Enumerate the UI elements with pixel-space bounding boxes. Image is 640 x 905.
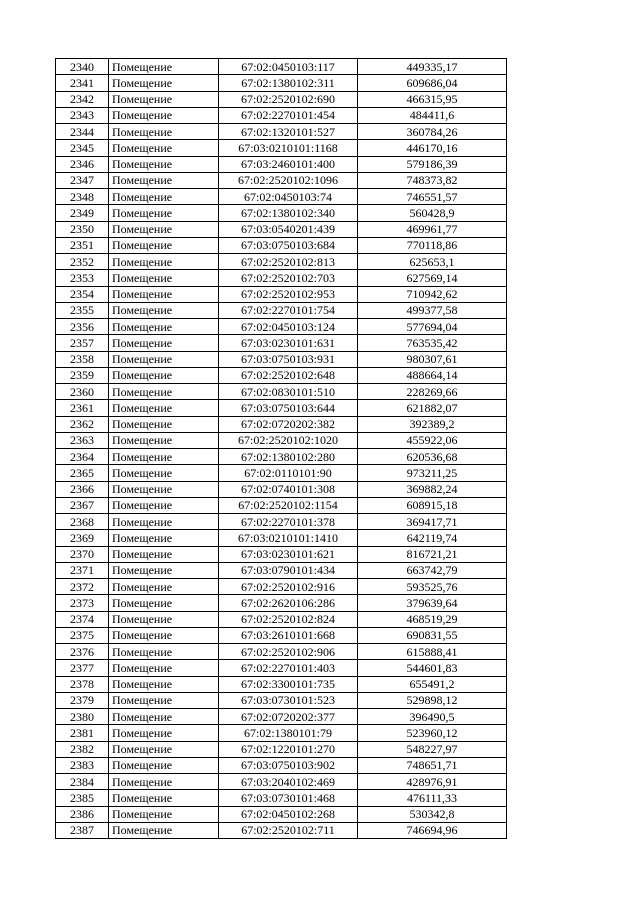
- object-type-cell: Помещение: [109, 676, 219, 692]
- object-type-cell: Помещение: [109, 465, 219, 481]
- object-type-cell: Помещение: [109, 319, 219, 335]
- table-row: [56, 124, 507, 140]
- cadastral-value-cell: 608915,18: [358, 497, 507, 513]
- object-type-cell: Помещение: [109, 237, 219, 253]
- table-row: [56, 514, 507, 530]
- object-type-cell: Помещение: [109, 481, 219, 497]
- cadastral-number-cell: 67:02:0450103:74: [219, 189, 358, 205]
- row-number-cell: 2357: [56, 335, 109, 351]
- cadastral-value-cell: 625653,1: [358, 254, 507, 270]
- cadastral-number-cell: 67:02:2520102:648: [219, 367, 358, 383]
- row-number-cell: 2387: [56, 822, 109, 838]
- table-row: [56, 481, 507, 497]
- cadastral-value-cell: 710942,62: [358, 286, 507, 302]
- row-number-cell: 2363: [56, 432, 109, 448]
- object-type-cell: Помещение: [109, 822, 219, 838]
- object-type-cell: Помещение: [109, 140, 219, 156]
- object-type-cell: Помещение: [109, 221, 219, 237]
- cadastral-number-cell: 67:02:2620106:286: [219, 595, 358, 611]
- cadastral-number-cell: 67:03:2040102:469: [219, 774, 358, 790]
- table-row: [56, 562, 507, 578]
- row-number-cell: 2344: [56, 124, 109, 140]
- object-type-cell: Помещение: [109, 254, 219, 270]
- cadastral-number-cell: 67:03:0750103:684: [219, 237, 358, 253]
- cadastral-value-cell: 428976,91: [358, 774, 507, 790]
- cadastral-value-cell: 446170,16: [358, 140, 507, 156]
- row-number-cell: 2367: [56, 497, 109, 513]
- object-type-cell: Помещение: [109, 709, 219, 725]
- cadastral-value-cell: 748651,71: [358, 757, 507, 773]
- row-number-cell: 2373: [56, 595, 109, 611]
- row-number-cell: 2377: [56, 660, 109, 676]
- object-type-cell: Помещение: [109, 660, 219, 676]
- cadastral-value-cell: 548227,97: [358, 741, 507, 757]
- cadastral-value-cell: 488664,14: [358, 367, 507, 383]
- cadastral-value-cell: 746694,96: [358, 822, 507, 838]
- cadastral-value-cell: 642119,74: [358, 530, 507, 546]
- object-type-cell: Помещение: [109, 286, 219, 302]
- cadastral-value-cell: 621882,07: [358, 400, 507, 416]
- row-number-cell: 2374: [56, 611, 109, 627]
- cadastral-value-cell: 748373,82: [358, 172, 507, 188]
- cadastral-value-cell: 615888,41: [358, 644, 507, 660]
- row-number-cell: 2361: [56, 400, 109, 416]
- cadastral-number-cell: 67:02:1380102:311: [219, 75, 358, 91]
- cadastral-number-cell: 67:02:2270101:754: [219, 302, 358, 318]
- object-type-cell: Помещение: [109, 156, 219, 172]
- row-number-cell: 2352: [56, 254, 109, 270]
- table-row: [56, 221, 507, 237]
- table-row: [56, 530, 507, 546]
- row-number-cell: 2342: [56, 91, 109, 107]
- cadastral-number-cell: 67:02:2270101:403: [219, 660, 358, 676]
- cadastral-value-cell: 360784,26: [358, 124, 507, 140]
- object-type-cell: Помещение: [109, 449, 219, 465]
- table-row: [56, 75, 507, 91]
- cadastral-value-cell: 655491,2: [358, 676, 507, 692]
- object-type-cell: Помещение: [109, 514, 219, 530]
- table-row: [56, 692, 507, 708]
- cadastral-number-cell: 67:02:0110101:90: [219, 465, 358, 481]
- cadastral-value-cell: 690831,55: [358, 627, 507, 643]
- cadastral-number-cell: 67:02:1220101:270: [219, 741, 358, 757]
- table-row: [56, 91, 507, 107]
- cadastral-number-cell: 67:03:0210101:1168: [219, 140, 358, 156]
- cadastral-number-cell: 67:02:0450103:124: [219, 319, 358, 335]
- table-row: [56, 579, 507, 595]
- cadastral-number-cell: 67:02:2520102:1096: [219, 172, 358, 188]
- cadastral-number-cell: 67:02:2520102:824: [219, 611, 358, 627]
- cadastral-number-cell: 67:03:2460101:400: [219, 156, 358, 172]
- row-number-cell: 2380: [56, 709, 109, 725]
- object-type-cell: Помещение: [109, 91, 219, 107]
- object-type-cell: Помещение: [109, 205, 219, 221]
- row-number-cell: 2346: [56, 156, 109, 172]
- object-type-cell: Помещение: [109, 774, 219, 790]
- table-row: [56, 660, 507, 676]
- cadastral-number-cell: 67:02:0830101:510: [219, 384, 358, 400]
- table-row: [56, 757, 507, 773]
- row-number-cell: 2370: [56, 546, 109, 562]
- cadastral-value-cell: 816721,21: [358, 546, 507, 562]
- row-number-cell: 2369: [56, 530, 109, 546]
- table-row: [56, 237, 507, 253]
- table-row: [56, 384, 507, 400]
- cadastral-value-cell: 228269,66: [358, 384, 507, 400]
- table-row: [56, 497, 507, 513]
- cadastral-value-cell: 579186,39: [358, 156, 507, 172]
- cadastral-value-cell: 980307,61: [358, 351, 507, 367]
- table-row: [56, 205, 507, 221]
- cadastral-number-cell: 67:02:3300101:735: [219, 676, 358, 692]
- cadastral-value-cell: 449335,17: [358, 59, 507, 75]
- row-number-cell: 2354: [56, 286, 109, 302]
- row-number-cell: 2343: [56, 107, 109, 123]
- row-number-cell: 2347: [56, 172, 109, 188]
- cadastral-number-cell: 67:02:0450102:268: [219, 806, 358, 822]
- table-row: [56, 286, 507, 302]
- row-number-cell: 2345: [56, 140, 109, 156]
- row-number-cell: 2351: [56, 237, 109, 253]
- table-row: [56, 627, 507, 643]
- cadastral-number-cell: 67:02:2520102:916: [219, 579, 358, 595]
- cadastral-number-cell: 67:03:2610101:668: [219, 627, 358, 643]
- cadastral-value-cell: 620536,68: [358, 449, 507, 465]
- cadastral-number-cell: 67:02:1380102:340: [219, 205, 358, 221]
- object-type-cell: Помещение: [109, 351, 219, 367]
- table-row: [56, 189, 507, 205]
- row-number-cell: 2348: [56, 189, 109, 205]
- table-row: [56, 806, 507, 822]
- cadastral-value-cell: 746551,57: [358, 189, 507, 205]
- cadastral-number-cell: 67:03:0730101:468: [219, 790, 358, 806]
- cadastral-value-cell: 379639,64: [358, 595, 507, 611]
- cadastral-number-cell: 67:02:2520102:1154: [219, 497, 358, 513]
- cadastral-value-cell: 593525,76: [358, 579, 507, 595]
- cadastral-value-cell: 499377,58: [358, 302, 507, 318]
- cadastral-number-cell: 67:02:0450103:117: [219, 59, 358, 75]
- cadastral-number-cell: 67:03:0750103:644: [219, 400, 358, 416]
- cadastral-number-cell: 67:03:0790101:434: [219, 562, 358, 578]
- object-type-cell: Помещение: [109, 107, 219, 123]
- table-row: [56, 432, 507, 448]
- cadastral-number-cell: 67:02:2520102:711: [219, 822, 358, 838]
- object-type-cell: Помещение: [109, 124, 219, 140]
- cadastral-value-cell: 577694,04: [358, 319, 507, 335]
- cadastral-number-cell: 67:02:2520102:813: [219, 254, 358, 270]
- table-row: [56, 270, 507, 286]
- cadastral-number-cell: 67:03:0750103:902: [219, 757, 358, 773]
- object-type-cell: Помещение: [109, 741, 219, 757]
- cadastral-value-cell: 530342,8: [358, 806, 507, 822]
- object-type-cell: Помещение: [109, 400, 219, 416]
- table-row: [56, 302, 507, 318]
- table-row: [56, 546, 507, 562]
- row-number-cell: 2365: [56, 465, 109, 481]
- object-type-cell: Помещение: [109, 302, 219, 318]
- table-row: [56, 774, 507, 790]
- object-type-cell: Помещение: [109, 546, 219, 562]
- cadastral-value-cell: 455922,06: [358, 432, 507, 448]
- table-row: [56, 644, 507, 660]
- cadastral-value-cell: 396490,5: [358, 709, 507, 725]
- row-number-cell: 2355: [56, 302, 109, 318]
- cadastral-number-cell: 67:02:0720202:382: [219, 416, 358, 432]
- cadastral-number-cell: 67:02:2270101:454: [219, 107, 358, 123]
- object-type-cell: Помещение: [109, 627, 219, 643]
- row-number-cell: 2358: [56, 351, 109, 367]
- cadastral-value-cell: 484411,6: [358, 107, 507, 123]
- cadastral-number-cell: 67:03:0750103:931: [219, 351, 358, 367]
- row-number-cell: 2385: [56, 790, 109, 806]
- object-type-cell: Помещение: [109, 59, 219, 75]
- table-row: [56, 465, 507, 481]
- object-type-cell: Помещение: [109, 644, 219, 660]
- row-number-cell: 2375: [56, 627, 109, 643]
- cadastral-value-cell: 523960,12: [358, 725, 507, 741]
- cadastral-value-cell: 763535,42: [358, 335, 507, 351]
- cadastral-value-cell: 468519,29: [358, 611, 507, 627]
- object-type-cell: Помещение: [109, 806, 219, 822]
- row-number-cell: 2349: [56, 205, 109, 221]
- table-row: [56, 676, 507, 692]
- object-type-cell: Помещение: [109, 270, 219, 286]
- object-type-cell: Помещение: [109, 416, 219, 432]
- row-number-cell: 2384: [56, 774, 109, 790]
- table-row: [56, 367, 507, 383]
- object-type-cell: Помещение: [109, 432, 219, 448]
- cadastral-number-cell: 67:02:0740101:308: [219, 481, 358, 497]
- cadastral-number-cell: 67:03:0230101:631: [219, 335, 358, 351]
- cadastral-number-cell: 67:02:2520102:1020: [219, 432, 358, 448]
- table-row: [56, 822, 507, 838]
- cadastral-value-cell: 770118,86: [358, 237, 507, 253]
- cadastral-number-cell: 67:02:2520102:703: [219, 270, 358, 286]
- cadastral-number-cell: 67:02:1320101:527: [219, 124, 358, 140]
- row-number-cell: 2376: [56, 644, 109, 660]
- row-number-cell: 2378: [56, 676, 109, 692]
- cadastral-number-cell: 67:02:0720202:377: [219, 709, 358, 725]
- cadastral-number-cell: 67:02:2520102:953: [219, 286, 358, 302]
- table-row: [56, 725, 507, 741]
- cadastral-value-cell: 476111,33: [358, 790, 507, 806]
- row-number-cell: 2371: [56, 562, 109, 578]
- object-type-cell: Помещение: [109, 367, 219, 383]
- row-number-cell: 2383: [56, 757, 109, 773]
- object-type-cell: Помещение: [109, 790, 219, 806]
- object-type-cell: Помещение: [109, 75, 219, 91]
- cadastral-number-cell: 67:03:0730101:523: [219, 692, 358, 708]
- cadastral-value-cell: 392389,2: [358, 416, 507, 432]
- object-type-cell: Помещение: [109, 595, 219, 611]
- object-type-cell: Помещение: [109, 725, 219, 741]
- object-type-cell: Помещение: [109, 692, 219, 708]
- object-type-cell: Помещение: [109, 335, 219, 351]
- cadastral-number-cell: 67:02:1380101:79: [219, 725, 358, 741]
- object-type-cell: Помещение: [109, 611, 219, 627]
- row-number-cell: 2359: [56, 367, 109, 383]
- row-number-cell: 2360: [56, 384, 109, 400]
- table-row: [56, 595, 507, 611]
- row-number-cell: 2382: [56, 741, 109, 757]
- object-type-cell: Помещение: [109, 562, 219, 578]
- row-number-cell: 2356: [56, 319, 109, 335]
- row-number-cell: 2366: [56, 481, 109, 497]
- row-number-cell: 2372: [56, 579, 109, 595]
- cadastral-value-cell: 469961,77: [358, 221, 507, 237]
- table-row: [56, 319, 507, 335]
- cadastral-number-cell: 67:02:2270101:378: [219, 514, 358, 530]
- cadastral-value-cell: 663742,79: [358, 562, 507, 578]
- row-number-cell: 2364: [56, 449, 109, 465]
- table-row: [56, 59, 507, 75]
- cadastral-value-cell: 627569,14: [358, 270, 507, 286]
- cadastral-value-table: [55, 58, 507, 839]
- table-row: [56, 709, 507, 725]
- row-number-cell: 2340: [56, 59, 109, 75]
- table-row: [56, 335, 507, 351]
- object-type-cell: Помещение: [109, 757, 219, 773]
- row-number-cell: 2386: [56, 806, 109, 822]
- table-row: [56, 172, 507, 188]
- object-type-cell: Помещение: [109, 384, 219, 400]
- table-body: [56, 59, 507, 839]
- cadastral-value-cell: 369417,71: [358, 514, 507, 530]
- cadastral-number-cell: 67:02:2520102:690: [219, 91, 358, 107]
- row-number-cell: 2353: [56, 270, 109, 286]
- row-number-cell: 2362: [56, 416, 109, 432]
- table-row: [56, 790, 507, 806]
- object-type-cell: Помещение: [109, 172, 219, 188]
- cadastral-number-cell: 67:02:2520102:906: [219, 644, 358, 660]
- table-row: [56, 107, 507, 123]
- table-row: [56, 416, 507, 432]
- cadastral-number-cell: 67:03:0540201:439: [219, 221, 358, 237]
- table-row: [56, 254, 507, 270]
- cadastral-number-cell: 67:03:0230101:621: [219, 546, 358, 562]
- cadastral-number-cell: 67:03:0210101:1410: [219, 530, 358, 546]
- table-row: [56, 741, 507, 757]
- cadastral-value-cell: 609686,04: [358, 75, 507, 91]
- cadastral-value-cell: 560428,9: [358, 205, 507, 221]
- row-number-cell: 2379: [56, 692, 109, 708]
- cadastral-value-cell: 529898,12: [358, 692, 507, 708]
- row-number-cell: 2350: [56, 221, 109, 237]
- cadastral-value-cell: 466315,95: [358, 91, 507, 107]
- table-row: [56, 140, 507, 156]
- row-number-cell: 2381: [56, 725, 109, 741]
- cadastral-value-cell: 369882,24: [358, 481, 507, 497]
- table-row: [56, 156, 507, 172]
- table-row: [56, 400, 507, 416]
- cadastral-number-cell: 67:02:1380102:280: [219, 449, 358, 465]
- table-row: [56, 351, 507, 367]
- cadastral-value-cell: 544601,83: [358, 660, 507, 676]
- row-number-cell: 2341: [56, 75, 109, 91]
- object-type-cell: Помещение: [109, 189, 219, 205]
- table-row: [56, 449, 507, 465]
- object-type-cell: Помещение: [109, 579, 219, 595]
- object-type-cell: Помещение: [109, 530, 219, 546]
- object-type-cell: Помещение: [109, 497, 219, 513]
- table-row: [56, 611, 507, 627]
- row-number-cell: 2368: [56, 514, 109, 530]
- cadastral-value-cell: 973211,25: [358, 465, 507, 481]
